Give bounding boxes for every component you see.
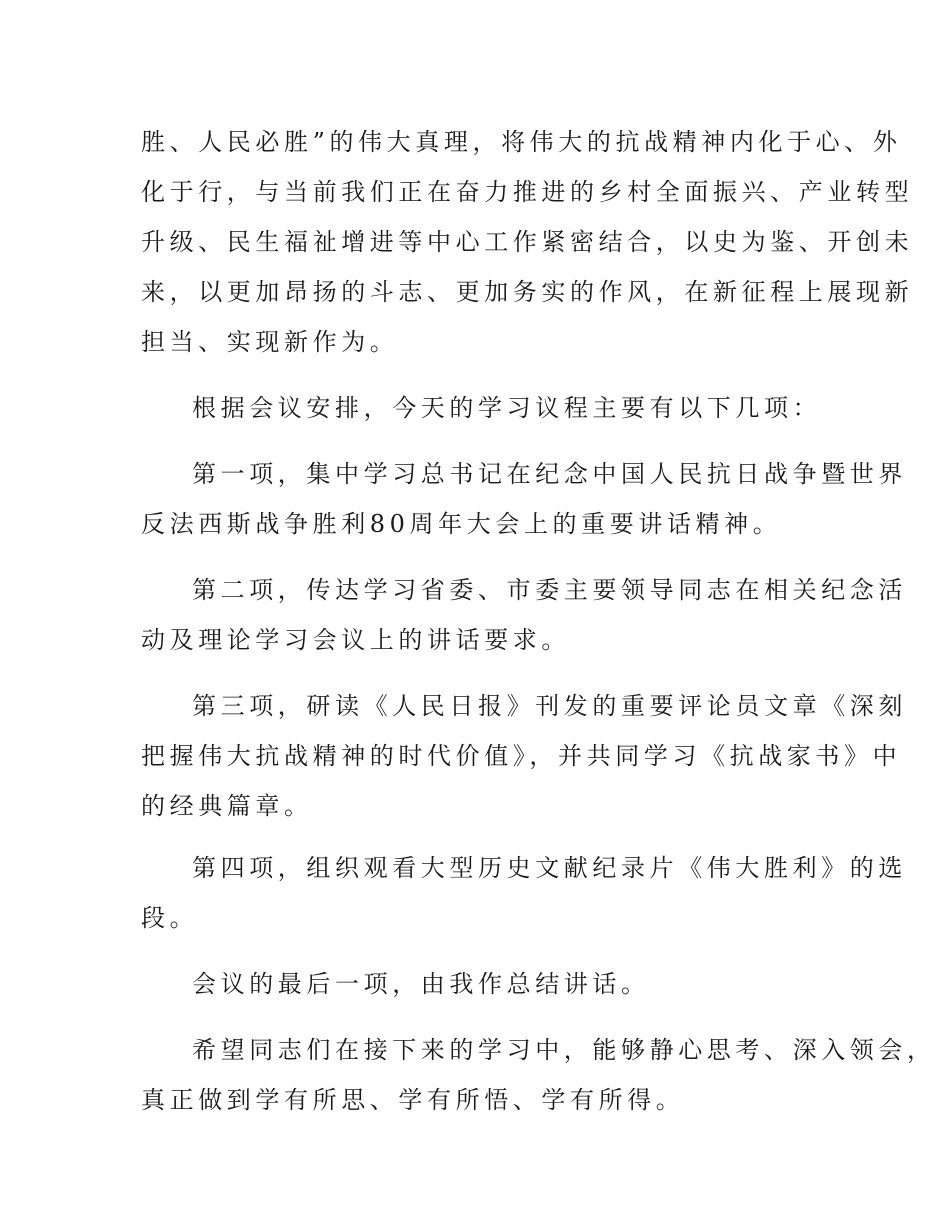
text-line: 担当、实现新作为。 [141,328,399,356]
text-line: 会议的最后一项，由我作总结讲话。 [192,970,650,998]
text-line: 第四项，组织观看大型历史文献纪录片《伟大胜利》的选 [192,854,907,882]
text-line: 的经典篇章。 [141,792,313,820]
text-line: 第一项，集中学习总书记在纪念中国人民抗日战争暨世界 [192,460,907,488]
text-line: 来，以更加昂扬的斗志、更加务实的作风，在新征程上展现新 [141,278,914,306]
text-line: 根据会议安排，今天的学习议程主要有以下几项： [192,394,822,422]
text-line: 第二项，传达学习省委、市委主要领导同志在相关纪念活 [192,576,907,604]
text-line: 真正做到学有所思、学有所悟、学有所得。 [141,1086,685,1114]
text-line: 化于行，与当前我们正在奋力推进的乡村全面振兴、产业转型 [141,178,914,206]
text-line: 胜、人民必胜”的伟大真理，将伟大的抗战精神内化于心、外 [141,128,902,156]
text-line: 动及理论学习会议上的讲话要求。 [141,626,570,654]
text-line: 升级、民生福祉增进等中心工作紧密结合，以史为鉴、开创未 [141,228,914,256]
text-line: 反法西斯战争胜利80周年大会上的重要讲话精神。 [141,510,782,538]
text-line: 第三项，研读《人民日报》刊发的重要评论员文章《深刻 [192,692,907,720]
text-line: 把握伟大抗战精神的时代价值》，并共同学习《抗战家书》中 [141,742,902,770]
text-line: 希望同志们在接下来的学习中，能够静心思考、深入领会， [192,1036,936,1064]
text-line: 段。 [141,904,199,932]
